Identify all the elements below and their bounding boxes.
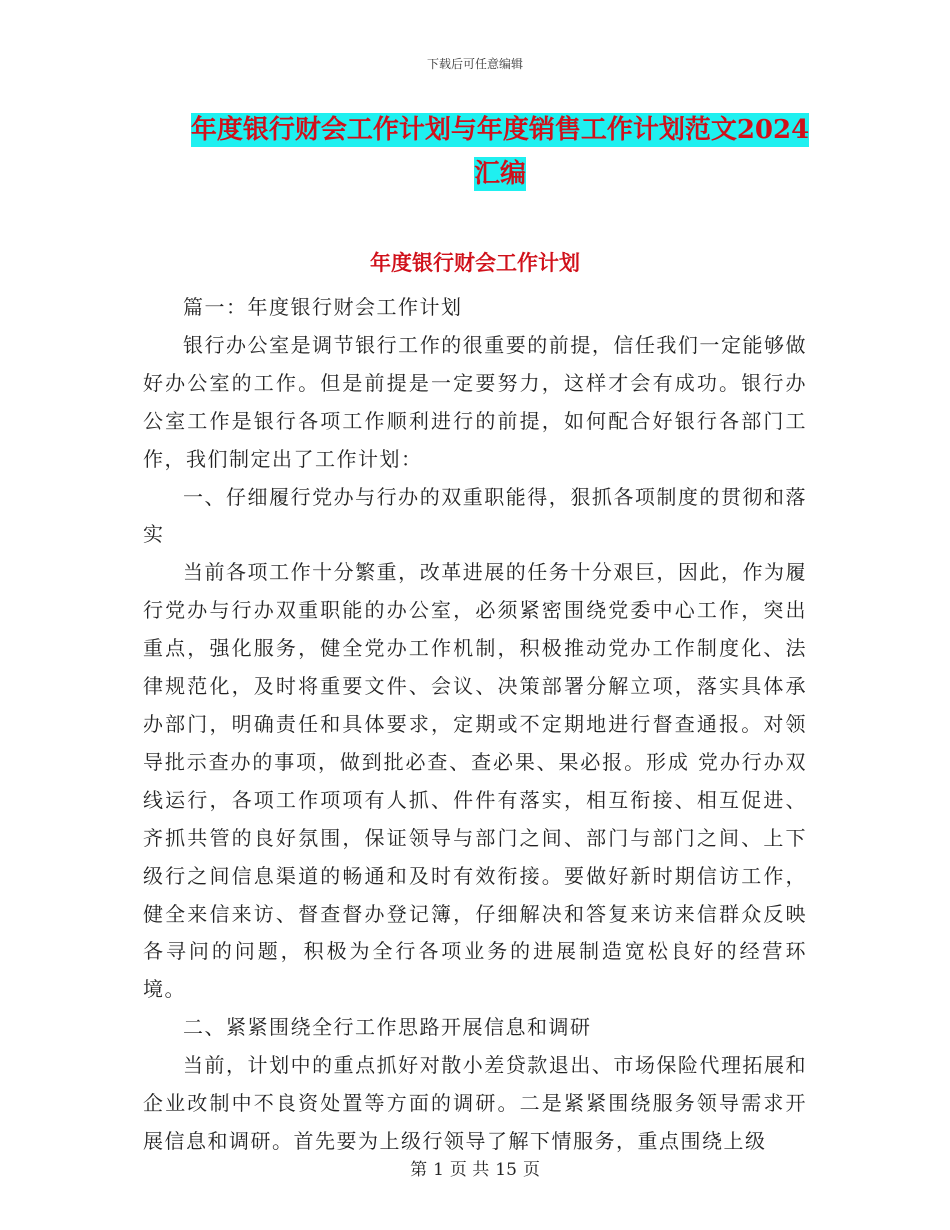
document-body <box>143 289 807 1161</box>
paragraph: 篇一：年度银行财会工作计划 <box>183 295 463 319</box>
paragraph: 一、仔细履行党办与行办的双重职能得，狠抓各项制度的贯彻和落实 <box>143 484 807 547</box>
section-title: 年度银行财会工作计划 <box>370 250 580 275</box>
paragraph: 银行办公室是调节银行工作的很重要的前提，信任我们一定能够做好办公室的工作。但是前提是一定要努力，这样才会有成功。银行办公室工作是银行各项工作顺利进行的前提，如何配合好银行各部门工作，我们制定出了工作计划： <box>143 332 807 471</box>
total-page-count: 15 <box>495 1160 517 1180</box>
footer-prefix: 第 <box>410 1160 428 1180</box>
footer-suffix: 页 <box>522 1160 540 1180</box>
page-number-footer <box>0 1155 950 1180</box>
paragraph: 二、紧紧围绕全行工作思路开展信息和调研 <box>183 1015 592 1040</box>
paragraph: 当前，计划中的重点抓好对散小差贷款退出、市场保险代理拓展和企业改制中不良资处置等方面的调研。二是紧紧围绕服务领导需求开展信息和调研。首先要为上级行领导了解下情服务，重点围绕上级 <box>143 1053 807 1153</box>
document-title-text: 年度银行财会工作计划与年度销售工作计划范文2024汇编 <box>190 115 810 189</box>
footer-middle: 页 共 <box>449 1160 490 1180</box>
document-title <box>190 108 810 196</box>
page-header-note: 下载后可任意编辑 <box>426 57 523 71</box>
paragraph: 当前各项工作十分繁重，改革进展的任务十分艰巨，因此，作为履行党办与行办双重职能的办公室，必须紧密围绕党委中心工作，突出重点，强化服务，健全党办工作机制，积极推动党办工作制度化、法律规范化，及时将重要文件、会议、决策部署分解立项，落实具体承办部门，明确责任和具体要求，定期或不定期地进行督查通报。对领导批示查办的事项，做到批必查、查必果、果必报。形成 党办行办双线运行，各项工作项项有人抓、件件有落实，相互衔接、相互促进、齐抓共管的良好氛围，保证领导与部门之间、部门与部门之间、上下级行之间信息渠道的畅通和及时有效衔接。要做好新时期信访工作，健全来信来访、督查督办登记簿，仔细解决和答复来访来信群众反映各寻问的问题，积极为全行各项业务的进展制造宽松良好的经营环境。 <box>143 560 807 1002</box>
current-page-number: 1 <box>433 1160 444 1180</box>
